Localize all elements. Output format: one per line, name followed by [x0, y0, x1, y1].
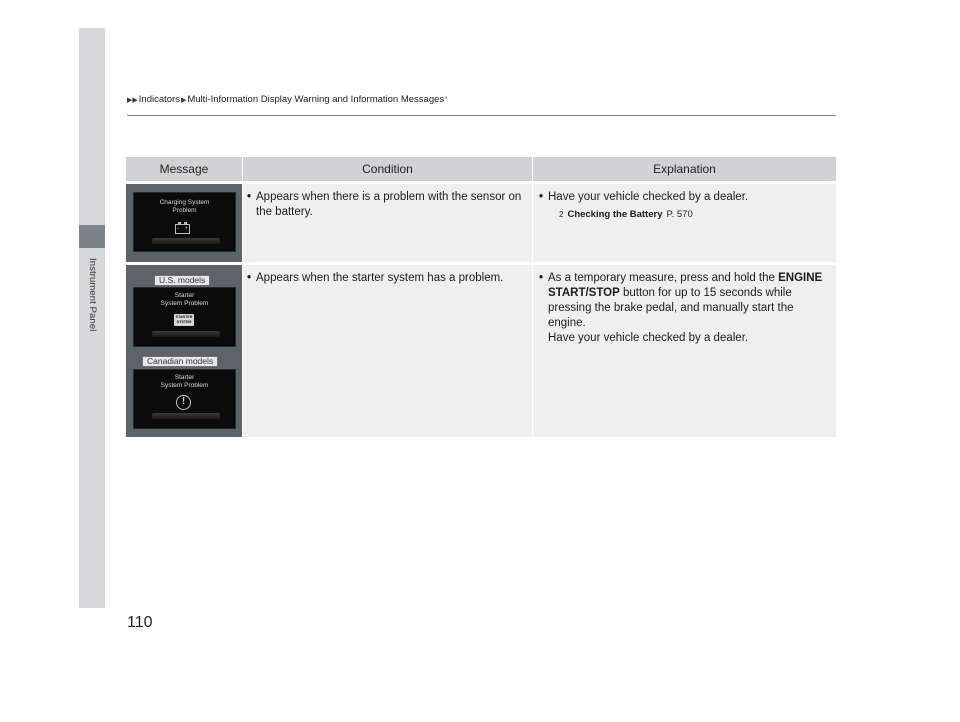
header-condition: Condition: [242, 157, 532, 181]
screen-title-line2: Problem: [172, 207, 197, 214]
section-tab-marker: [79, 225, 105, 248]
screen-glow: [152, 413, 220, 419]
battery-icon: - +: [177, 226, 188, 232]
breadcrumb-item-indicators[interactable]: Indicators: [138, 94, 180, 105]
condition-bullet: • Appears when there is a problem with the sensor on the battery.: [247, 190, 526, 220]
section-label-text: Instrument Panel: [87, 258, 98, 332]
header-message: Message: [159, 162, 209, 176]
breadcrumb-arrow-icon: ▶▶: [127, 96, 138, 104]
screen-glow: [152, 238, 220, 244]
starter-system-badge-icon: [174, 314, 194, 326]
section-label: [86, 258, 100, 348]
table-row: [126, 265, 836, 437]
messages-table: [126, 157, 836, 437]
explanation-text: Have your vehicle checked by a dealer.: [548, 191, 749, 203]
reference-page: P. 570: [666, 209, 693, 220]
screen-title-line1: Starter: [174, 292, 195, 299]
badge-line2: SYSTEM: [176, 320, 192, 324]
screen-title-line1: Starter: [174, 374, 195, 381]
table-row: [126, 184, 836, 262]
header-explanation: Explanation: [532, 157, 836, 181]
screen-title-line2: System Problem: [160, 382, 209, 389]
condition-text: Appears when there is a problem with the sensor on the battery.: [256, 191, 522, 218]
condition-cell: [242, 184, 532, 262]
reference-arrow-icon: 2: [559, 210, 564, 219]
condition-text: Appears when the starter system has a problem.: [256, 272, 504, 284]
starter-system-screen-ca: [133, 369, 236, 429]
condition-bullet: • Appears when the starter system has a problem.: [247, 272, 504, 284]
header-rule: [127, 115, 836, 116]
condition-cell: [242, 265, 532, 437]
badge-line1: STARTER: [175, 315, 193, 319]
explanation-cell: [532, 265, 836, 437]
explanation-bullet: • As a temporary measure, press and hold the ENGINE START/STOP button for up to 15 seconds while pressing the brake pedal, and manually start the engine. Have your vehicle checked by a dealer.: [539, 271, 826, 346]
message-image-cell: [126, 184, 242, 262]
charging-system-screen: [133, 192, 236, 252]
screen-title-line1: Charging System: [159, 199, 210, 206]
message-image-cell: [126, 265, 242, 437]
explanation-line2: Have your vehicle checked by a dealer.: [548, 332, 749, 344]
screen-glow: [152, 331, 220, 337]
us-models-label: U.S. models: [154, 275, 210, 286]
breadcrumb: [127, 94, 448, 105]
screen-title-line2: System Problem: [160, 300, 209, 307]
reference-title: Checking the Battery: [567, 209, 663, 220]
cross-reference-link[interactable]: [559, 207, 830, 222]
explanation-part2: button for up to 15 seconds while pressing the brake pedal, and manually start the engine.: [548, 287, 794, 329]
page-number: 110: [127, 614, 153, 631]
explanation-text: [548, 271, 826, 346]
explanation-part1: As a temporary measure, press and hold the: [548, 272, 779, 284]
canadian-models-label: Canadian models: [142, 356, 218, 367]
breadcrumb-item-mid-messages[interactable]: Multi-Information Display Warning and Information Messages: [187, 94, 445, 105]
starter-system-screen-us: [133, 287, 236, 347]
engine-start-stop-term: ENGINE START/STOP: [548, 272, 823, 299]
explanation-cell: [532, 184, 836, 262]
explanation-bullet: • Have your vehicle checked by a dealer.: [539, 191, 749, 203]
table-header: [126, 157, 836, 181]
breadcrumb-arrow-icon: ▶: [180, 96, 187, 104]
warning-icon: !: [176, 395, 191, 410]
breadcrumb-asterisk: *: [445, 96, 448, 103]
